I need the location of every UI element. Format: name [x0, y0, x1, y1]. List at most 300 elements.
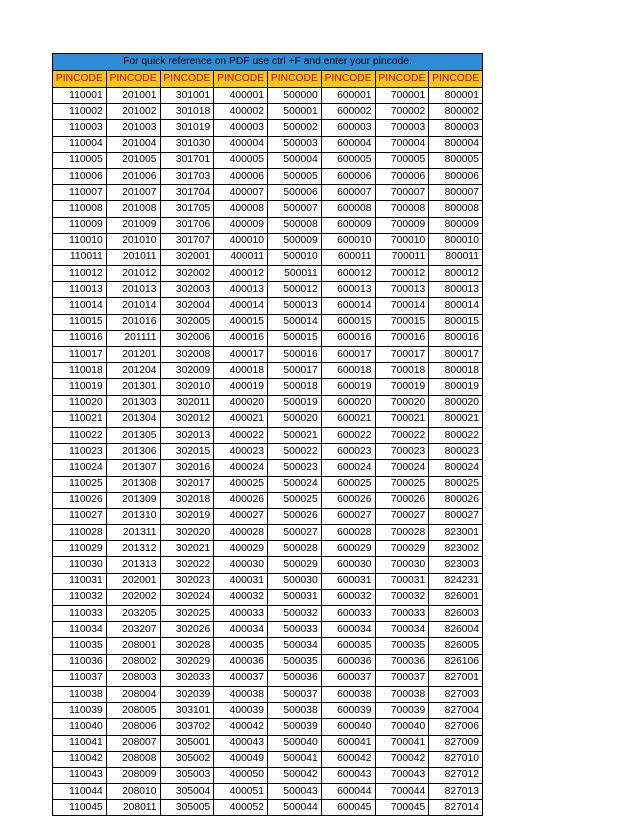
pincode-cell: 110026 [53, 492, 107, 508]
pincode-cell: 500031 [268, 589, 322, 605]
pincode-cell: 302002 [160, 266, 214, 282]
pincode-cell: 302018 [160, 492, 214, 508]
pincode-cell: 600035 [321, 638, 375, 654]
pincode-cell: 400034 [214, 622, 268, 638]
table-row [53, 88, 483, 104]
pincode-cell: 827009 [429, 735, 483, 751]
table-row [53, 201, 483, 217]
pincode-cell: 600007 [321, 185, 375, 201]
table-row [53, 508, 483, 524]
pincode-cell: 400003 [214, 120, 268, 136]
pincode-cell: 700017 [375, 347, 429, 363]
pincode-cell: 302029 [160, 654, 214, 670]
table-row [53, 541, 483, 557]
pincode-cell: 700031 [375, 573, 429, 589]
column-header: PINCODE [321, 71, 375, 88]
pincode-cell: 302012 [160, 411, 214, 427]
pincode-cell: 800013 [429, 282, 483, 298]
pincode-cell: 800008 [429, 201, 483, 217]
pincode-cell: 600014 [321, 298, 375, 314]
pincode-cell: 700045 [375, 800, 429, 816]
table-row [53, 525, 483, 541]
pincode-cell: 302020 [160, 525, 214, 541]
table-row [53, 395, 483, 411]
pincode-cell: 500006 [268, 185, 322, 201]
pincode-cell: 110033 [53, 606, 107, 622]
pincode-cell: 600031 [321, 573, 375, 589]
pincode-cell: 800025 [429, 476, 483, 492]
pincode-cell: 400018 [214, 363, 268, 379]
pincode-cell: 600010 [321, 233, 375, 249]
pincode-cell: 110034 [53, 622, 107, 638]
pincode-cell: 500005 [268, 168, 322, 184]
pincode-cell: 600044 [321, 784, 375, 800]
pincode-cell: 700005 [375, 152, 429, 168]
pincode-cell: 201002 [106, 104, 160, 120]
pincode-cell: 600025 [321, 476, 375, 492]
pincode-cell: 400049 [214, 751, 268, 767]
pincode-cell: 110018 [53, 363, 107, 379]
table-row [53, 492, 483, 508]
pincode-cell: 600029 [321, 541, 375, 557]
pincode-cell: 500042 [268, 767, 322, 783]
pincode-cell: 500041 [268, 751, 322, 767]
pincode-cell: 800014 [429, 298, 483, 314]
pincode-cell: 400002 [214, 104, 268, 120]
pincode-cell: 110014 [53, 298, 107, 314]
pincode-cell: 500008 [268, 217, 322, 233]
pincode-cell: 201311 [106, 525, 160, 541]
pincode-cell: 400028 [214, 525, 268, 541]
pincode-cell: 800023 [429, 444, 483, 460]
pincode-cell: 400025 [214, 476, 268, 492]
pincode-cell: 700042 [375, 751, 429, 767]
pincode-cell: 700035 [375, 638, 429, 654]
pincode-cell: 500014 [268, 314, 322, 330]
pincode-cell: 827006 [429, 719, 483, 735]
pincode-cell: 400012 [214, 266, 268, 282]
pincode-cell: 208010 [106, 784, 160, 800]
table-row [53, 719, 483, 735]
pincode-cell: 201016 [106, 314, 160, 330]
pincode-cell: 400021 [214, 411, 268, 427]
pincode-cell: 800017 [429, 347, 483, 363]
pincode-cell: 600033 [321, 606, 375, 622]
pincode-cell: 400024 [214, 460, 268, 476]
pincode-cell: 110025 [53, 476, 107, 492]
table-row [53, 460, 483, 476]
pincode-cell: 600013 [321, 282, 375, 298]
table-row [53, 266, 483, 282]
pincode-cell: 305003 [160, 767, 214, 783]
pincode-cell: 201310 [106, 508, 160, 524]
pincode-cell: 700003 [375, 120, 429, 136]
table-row [53, 120, 483, 136]
pincode-cell: 500001 [268, 104, 322, 120]
pincode-cell: 800020 [429, 395, 483, 411]
pincode-table [52, 53, 483, 816]
pincode-cell: 201309 [106, 492, 160, 508]
pincode-cell: 500020 [268, 411, 322, 427]
pincode-cell: 110004 [53, 136, 107, 152]
pincode-cell: 110037 [53, 670, 107, 686]
pincode-cell: 400052 [214, 800, 268, 816]
pincode-cell: 301705 [160, 201, 214, 217]
column-header: PINCODE [375, 71, 429, 88]
pincode-cell: 700002 [375, 104, 429, 120]
pincode-cell: 302011 [160, 395, 214, 411]
pincode-cell: 700008 [375, 201, 429, 217]
header-row [53, 71, 483, 88]
pincode-cell: 700033 [375, 606, 429, 622]
pincode-cell: 500038 [268, 703, 322, 719]
pincode-cell: 500022 [268, 444, 322, 460]
pincode-cell: 201009 [106, 217, 160, 233]
pincode-cell: 400014 [214, 298, 268, 314]
table-row [53, 638, 483, 654]
pincode-cell: 201304 [106, 411, 160, 427]
pincode-cell: 700040 [375, 719, 429, 735]
pincode-cell: 302004 [160, 298, 214, 314]
pincode-cell: 110032 [53, 589, 107, 605]
pincode-cell: 500032 [268, 606, 322, 622]
pincode-cell: 305005 [160, 800, 214, 816]
pincode-cell: 110041 [53, 735, 107, 751]
pincode-cell: 202002 [106, 589, 160, 605]
pincode-cell: 203205 [106, 606, 160, 622]
pincode-cell: 500013 [268, 298, 322, 314]
pincode-cell: 400016 [214, 330, 268, 346]
pincode-cell: 500018 [268, 379, 322, 395]
pincode-cell: 400039 [214, 703, 268, 719]
pincode-cell: 500007 [268, 201, 322, 217]
pincode-cell: 800026 [429, 492, 483, 508]
pincode-cell: 823001 [429, 525, 483, 541]
pincode-cell: 400035 [214, 638, 268, 654]
pincode-cell: 201305 [106, 427, 160, 443]
pincode-cell: 208005 [106, 703, 160, 719]
pincode-cell: 302005 [160, 314, 214, 330]
pincode-cell: 110005 [53, 152, 107, 168]
pincode-cell: 700024 [375, 460, 429, 476]
pincode-cell: 301703 [160, 168, 214, 184]
pincode-cell: 305004 [160, 784, 214, 800]
pincode-cell: 201012 [106, 266, 160, 282]
pincode-cell: 600019 [321, 379, 375, 395]
pincode-cell: 201003 [106, 120, 160, 136]
pincode-cell: 400004 [214, 136, 268, 152]
pincode-cell: 400029 [214, 541, 268, 557]
table-row [53, 686, 483, 702]
pincode-cell: 208007 [106, 735, 160, 751]
pincode-cell: 301704 [160, 185, 214, 201]
pincode-cell: 305001 [160, 735, 214, 751]
pincode-cell: 201014 [106, 298, 160, 314]
pincode-cell: 400007 [214, 185, 268, 201]
pincode-cell: 301019 [160, 120, 214, 136]
pincode-cell: 800016 [429, 330, 483, 346]
pincode-cell: 400009 [214, 217, 268, 233]
pincode-cell: 305002 [160, 751, 214, 767]
pincode-cell: 400020 [214, 395, 268, 411]
table-row [53, 136, 483, 152]
pincode-cell: 700036 [375, 654, 429, 670]
pincode-cell: 500015 [268, 330, 322, 346]
pincode-cell: 400036 [214, 654, 268, 670]
pincode-cell: 110031 [53, 573, 107, 589]
column-header: PINCODE [214, 71, 268, 88]
pincode-cell: 800006 [429, 168, 483, 184]
pincode-cell: 700019 [375, 379, 429, 395]
pincode-cell: 201001 [106, 88, 160, 104]
pincode-cell: 826004 [429, 622, 483, 638]
pincode-cell: 826003 [429, 606, 483, 622]
table-row [53, 152, 483, 168]
pincode-cell: 700009 [375, 217, 429, 233]
pincode-cell: 400038 [214, 686, 268, 702]
pincode-cell: 400030 [214, 557, 268, 573]
pincode-cell: 500033 [268, 622, 322, 638]
pincode-cell: 208011 [106, 800, 160, 816]
table-row [53, 735, 483, 751]
pincode-cell: 400008 [214, 201, 268, 217]
pincode-cell: 700011 [375, 249, 429, 265]
pincode-cell: 201011 [106, 249, 160, 265]
pincode-cell: 201308 [106, 476, 160, 492]
pincode-cell: 301018 [160, 104, 214, 120]
pincode-cell: 700020 [375, 395, 429, 411]
pincode-cell: 400017 [214, 347, 268, 363]
pincode-cell: 500027 [268, 525, 322, 541]
pincode-cell: 500035 [268, 654, 322, 670]
column-header: PINCODE [53, 71, 107, 88]
pincode-sheet [52, 53, 482, 816]
pincode-cell: 208003 [106, 670, 160, 686]
pincode-cell: 110003 [53, 120, 107, 136]
pincode-cell: 800009 [429, 217, 483, 233]
pincode-cell: 700001 [375, 88, 429, 104]
pincode-cell: 600017 [321, 347, 375, 363]
pincode-cell: 600034 [321, 622, 375, 638]
pincode-cell: 400019 [214, 379, 268, 395]
pincode-cell: 500037 [268, 686, 322, 702]
pincode-cell: 110045 [53, 800, 107, 816]
pincode-cell: 500029 [268, 557, 322, 573]
pincode-cell: 201201 [106, 347, 160, 363]
pincode-cell: 600036 [321, 654, 375, 670]
pincode-cell: 700021 [375, 411, 429, 427]
table-row [53, 233, 483, 249]
table-row [53, 573, 483, 589]
pincode-cell: 500012 [268, 282, 322, 298]
pincode-cell: 400032 [214, 589, 268, 605]
pincode-cell: 110016 [53, 330, 107, 346]
pincode-cell: 827001 [429, 670, 483, 686]
pincode-cell: 301701 [160, 152, 214, 168]
pincode-cell: 302019 [160, 508, 214, 524]
pincode-cell: 302033 [160, 670, 214, 686]
pincode-cell: 110036 [53, 654, 107, 670]
pincode-cell: 110029 [53, 541, 107, 557]
pincode-cell: 301001 [160, 88, 214, 104]
pincode-cell: 400043 [214, 735, 268, 751]
pincode-cell: 827004 [429, 703, 483, 719]
pincode-cell: 400015 [214, 314, 268, 330]
pincode-cell: 301706 [160, 217, 214, 233]
pincode-cell: 400050 [214, 767, 268, 783]
pincode-cell: 302021 [160, 541, 214, 557]
pincode-cell: 201313 [106, 557, 160, 573]
pincode-cell: 823002 [429, 541, 483, 557]
pincode-cell: 201303 [106, 395, 160, 411]
pincode-cell: 110042 [53, 751, 107, 767]
pincode-cell: 700034 [375, 622, 429, 638]
pincode-cell: 110019 [53, 379, 107, 395]
column-header: PINCODE [106, 71, 160, 88]
pincode-cell: 600037 [321, 670, 375, 686]
pincode-cell: 600016 [321, 330, 375, 346]
pincode-cell: 302025 [160, 606, 214, 622]
pincode-cell: 700010 [375, 233, 429, 249]
pincode-cell: 800018 [429, 363, 483, 379]
pincode-cell: 208004 [106, 686, 160, 702]
pincode-cell: 600009 [321, 217, 375, 233]
pincode-cell: 800024 [429, 460, 483, 476]
pincode-cell: 700041 [375, 735, 429, 751]
pincode-cell: 110024 [53, 460, 107, 476]
pincode-cell: 303702 [160, 719, 214, 735]
pincode-cell: 201307 [106, 460, 160, 476]
table-row [53, 800, 483, 816]
pincode-cell: 700006 [375, 168, 429, 184]
pincode-cell: 700015 [375, 314, 429, 330]
pincode-cell: 827012 [429, 767, 483, 783]
pincode-cell: 500016 [268, 347, 322, 363]
pincode-cell: 110027 [53, 508, 107, 524]
pincode-cell: 302024 [160, 589, 214, 605]
table-row [53, 347, 483, 363]
pincode-cell: 208008 [106, 751, 160, 767]
pincode-cell: 500009 [268, 233, 322, 249]
pincode-cell: 500030 [268, 573, 322, 589]
pincode-cell: 500025 [268, 492, 322, 508]
pincode-cell: 800012 [429, 266, 483, 282]
pincode-cell: 110010 [53, 233, 107, 249]
pincode-cell: 302006 [160, 330, 214, 346]
pincode-cell: 700004 [375, 136, 429, 152]
pincode-cell: 110015 [53, 314, 107, 330]
pincode-cell: 302023 [160, 573, 214, 589]
pincode-cell: 500000 [268, 88, 322, 104]
table-row [53, 217, 483, 233]
pincode-cell: 500040 [268, 735, 322, 751]
pincode-cell: 400042 [214, 719, 268, 735]
pincode-cell: 600042 [321, 751, 375, 767]
pincode-cell: 302028 [160, 638, 214, 654]
pincode-cell: 500034 [268, 638, 322, 654]
pincode-cell: 826001 [429, 589, 483, 605]
pincode-cell: 823003 [429, 557, 483, 573]
pincode-cell: 110035 [53, 638, 107, 654]
table-row [53, 622, 483, 638]
table-row [53, 606, 483, 622]
pincode-cell: 700044 [375, 784, 429, 800]
pincode-cell: 827014 [429, 800, 483, 816]
table-row [53, 363, 483, 379]
pincode-cell: 600004 [321, 136, 375, 152]
pincode-cell: 110008 [53, 201, 107, 217]
pincode-cell: 110028 [53, 525, 107, 541]
pincode-cell: 110022 [53, 427, 107, 443]
table-row [53, 557, 483, 573]
pincode-cell: 400013 [214, 282, 268, 298]
pincode-cell: 500024 [268, 476, 322, 492]
pincode-cell: 700014 [375, 298, 429, 314]
pincode-cell: 400001 [214, 88, 268, 104]
pincode-cell: 800010 [429, 233, 483, 249]
pincode-cell: 500011 [268, 266, 322, 282]
pincode-cell: 202001 [106, 573, 160, 589]
pincode-cell: 600040 [321, 719, 375, 735]
pincode-cell: 700038 [375, 686, 429, 702]
pincode-cell: 302026 [160, 622, 214, 638]
table-row [53, 298, 483, 314]
pincode-cell: 201005 [106, 152, 160, 168]
pincode-cell: 600006 [321, 168, 375, 184]
pincode-cell: 201306 [106, 444, 160, 460]
pincode-cell: 500028 [268, 541, 322, 557]
pincode-cell: 500004 [268, 152, 322, 168]
pincode-cell: 600043 [321, 767, 375, 783]
pincode-cell: 600011 [321, 249, 375, 265]
pincode-cell: 400010 [214, 233, 268, 249]
pincode-cell: 827010 [429, 751, 483, 767]
pincode-cell: 302016 [160, 460, 214, 476]
pincode-cell: 110044 [53, 784, 107, 800]
pincode-cell: 600039 [321, 703, 375, 719]
pincode-cell: 110001 [53, 88, 107, 104]
pincode-cell: 201301 [106, 379, 160, 395]
pincode-cell: 110007 [53, 185, 107, 201]
pincode-cell: 600045 [321, 800, 375, 816]
pincode-cell: 110020 [53, 395, 107, 411]
pincode-cell: 302010 [160, 379, 214, 395]
pincode-cell: 700012 [375, 266, 429, 282]
pincode-cell: 302003 [160, 282, 214, 298]
pincode-cell: 600041 [321, 735, 375, 751]
pincode-cell: 302039 [160, 686, 214, 702]
pincode-cell: 302022 [160, 557, 214, 573]
pincode-cell: 302015 [160, 444, 214, 460]
pincode-cell: 826005 [429, 638, 483, 654]
table-row [53, 314, 483, 330]
pincode-cell: 400006 [214, 168, 268, 184]
pincode-cell: 600022 [321, 427, 375, 443]
pincode-cell: 302008 [160, 347, 214, 363]
pincode-cell: 201312 [106, 541, 160, 557]
pincode-cell: 800004 [429, 136, 483, 152]
pincode-cell: 700028 [375, 525, 429, 541]
table-row [53, 767, 483, 783]
pincode-cell: 201008 [106, 201, 160, 217]
pincode-cell: 201004 [106, 136, 160, 152]
pincode-cell: 400005 [214, 152, 268, 168]
table-row [53, 427, 483, 443]
pincode-cell: 700022 [375, 427, 429, 443]
table-row [53, 185, 483, 201]
table-row [53, 104, 483, 120]
table-row [53, 476, 483, 492]
